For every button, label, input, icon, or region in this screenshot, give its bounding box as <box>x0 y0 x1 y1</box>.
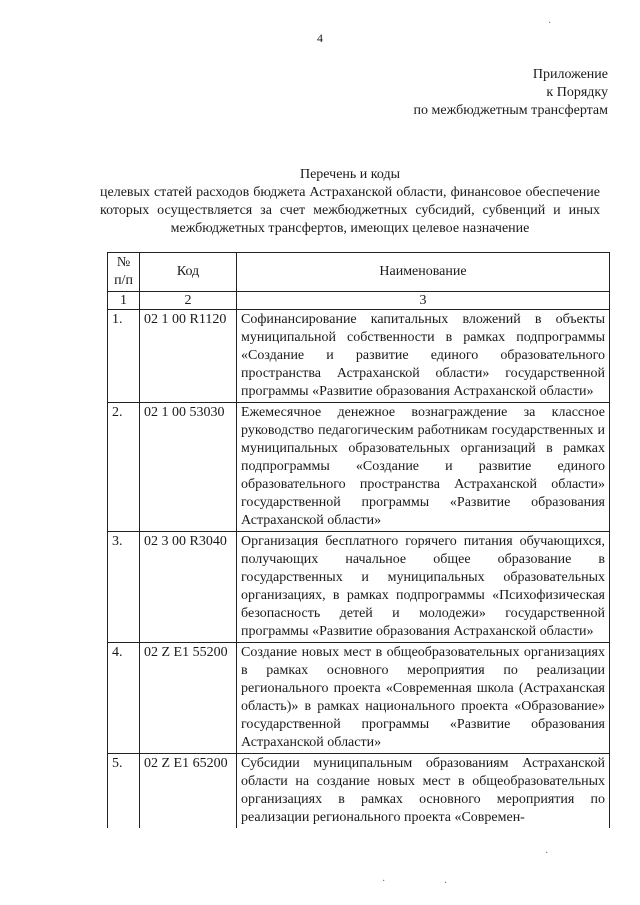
row-number: 2. <box>108 403 140 532</box>
row-name: Субсидии муниципальным образованиям Астраханской области на создание новых мест в общеобразовательных организациях в рамках основного мероприятия по реализации регионального проекта «Современ- <box>237 754 610 829</box>
row-number: 1. <box>108 310 140 403</box>
heading-title: Перечень и коды <box>299 167 401 182</box>
appendix-caption <box>414 66 608 120</box>
table-header-row <box>108 253 610 292</box>
header-code: Код <box>140 253 237 292</box>
scan-speck: · <box>545 848 549 859</box>
row-code: 02 Z E1 65200 <box>140 754 237 829</box>
row-code: 02 3 00 R3040 <box>140 532 237 643</box>
table-row <box>108 754 610 829</box>
row-name: Ежемесячное денежное вознаграждение за классное руководство педагогическим работникам государственных и муниципальных образовательных организаций в рамках подпрограммы «Создание и развитие единого образовательного пространства Астраханской области» государственной программы «Развитие образования Астраханской области» <box>237 403 610 532</box>
row-number: 3. <box>108 532 140 643</box>
row-number: 4. <box>108 643 140 754</box>
column-number: 2 <box>140 292 237 310</box>
header-number: № п/п <box>108 253 140 292</box>
page-number: 4 <box>317 31 323 45</box>
table-row <box>108 403 610 532</box>
heading-body: целевых статей расходов бюджета Астраханской области, финансовое обеспечение которых осуществляется за счет межбюджетных субсидий, субвенций и иных межбюджетных трансфертов, имеющих целевое назначение <box>100 185 600 236</box>
scan-speck: · <box>382 876 386 887</box>
row-name: Организация бесплатного горячего питания обучающихся, получающих начальное общее образование в государственных и муниципальных образовательных организациях, в рамках подпрограммы «Психофизическая безопасность детей и молодежи» государственной программы «Развитие образования Астраханской области» <box>237 532 610 643</box>
table-row <box>108 310 610 403</box>
table-row <box>108 532 610 643</box>
table-row <box>108 643 610 754</box>
row-code: 02 1 00 53030 <box>140 403 237 532</box>
appendix-line: по межбюджетным трансфертам <box>413 103 608 118</box>
row-name: Софинансирование капитальных вложений в объекты муниципальной собственности в рамках подпрограммы «Создание и развитие единого образовательного пространства Астраханской области» государственной программы «Развитие образования Астраханской области» <box>237 310 610 403</box>
row-code: 02 1 00 R1120 <box>140 310 237 403</box>
row-code: 02 Z E1 55200 <box>140 643 237 754</box>
row-name: Создание новых мест в общеобразовательных организациях в рамках основного мероприятия по реализации регионального проекта «Современная школа (Астраханская область)» в рамках национального проекта «Образование» государственной программы «Развитие образования Астраханской области» <box>237 643 610 754</box>
column-number: 3 <box>237 292 610 310</box>
codes-table <box>107 252 610 828</box>
header-name: Наименование <box>237 253 610 292</box>
scan-speck: · <box>548 18 552 29</box>
scan-speck: · <box>444 878 448 889</box>
row-number: 5. <box>108 754 140 829</box>
column-number: 1 <box>108 292 140 310</box>
appendix-line: Приложение <box>532 67 608 82</box>
document-heading <box>100 166 600 238</box>
column-number-row <box>108 292 610 310</box>
appendix-line: к Порядку <box>546 85 608 100</box>
